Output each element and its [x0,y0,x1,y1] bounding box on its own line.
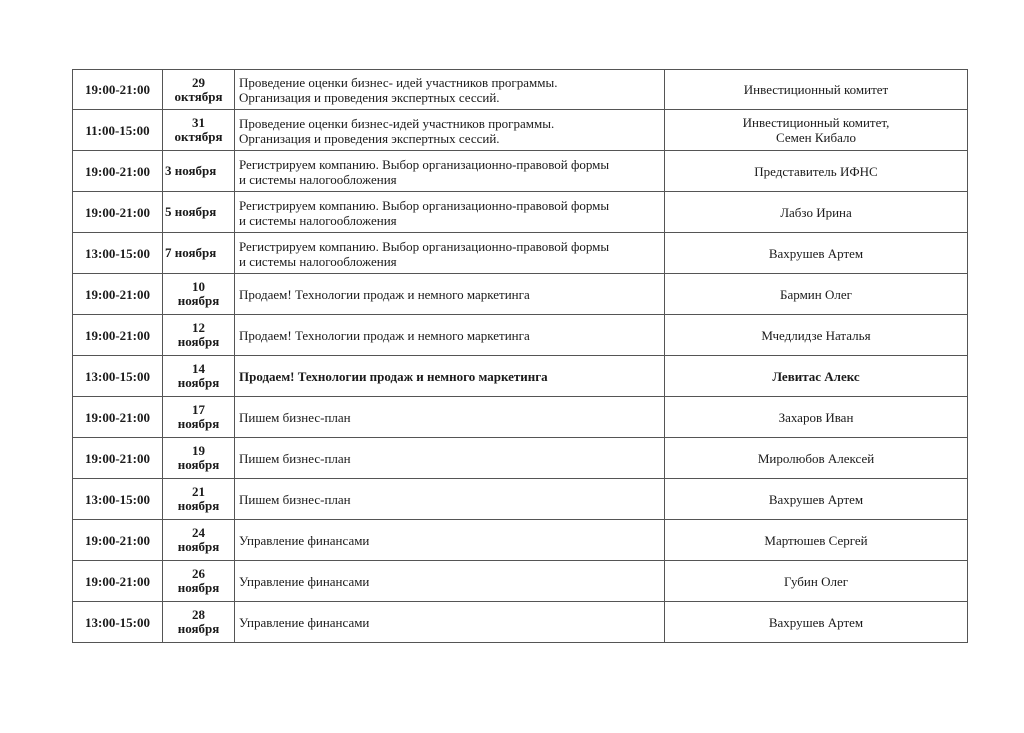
table-row [73,397,968,438]
session-speaker [665,233,968,274]
session-time: 19:00-21:00 [73,438,163,479]
session-speaker-line: Инвестиционный комитет [743,82,889,97]
session-date [163,561,235,602]
session-date [163,520,235,561]
session-topic-line: Пишем бизнес-план [239,451,351,466]
session-speaker-line: Миролюбов Алексей [757,450,875,466]
session-date-month: ноября [177,293,220,308]
session-speaker-line: Семен Кибало [776,130,856,145]
session-speaker [665,438,968,479]
session-topic-line: Управление финансами [239,574,370,589]
session-speaker-line: Вахрушев Артем [768,614,864,630]
session-topic-line: Регистрируем компанию. Выбор организационно-правовой формы [239,156,610,172]
session-topic [235,192,665,233]
session-speaker-line: Представитель ИФНС [754,163,878,179]
session-topic-line: Продаем! Технологии продаж и немного маркетинга [239,287,530,302]
session-topic [235,356,665,397]
table-row [73,356,968,397]
session-speaker [665,561,968,602]
session-topic [235,561,665,602]
session-date-month: ноября [177,334,220,349]
session-topic-line: Продаем! Технологии продаж и немного маркетинга [239,369,548,384]
session-date [163,397,235,438]
session-time: 19:00-21:00 [73,192,163,233]
session-speaker-line: Бармин Олег [780,286,852,302]
table-row [73,110,968,151]
table-row [73,70,968,110]
session-date [163,602,235,643]
session-topic [235,438,665,479]
session-date-day: 14 [192,361,205,376]
session-topic [235,479,665,520]
session-speaker-line: Инвестиционный комитет, [742,115,890,130]
session-topic-line: Организация и проведения экспертных сессий. [239,90,500,105]
session-date-day: 19 [192,443,205,458]
session-time: 13:00-15:00 [73,602,163,643]
session-speaker-line: Лабзо Ирина [780,204,852,220]
schedule-table [72,69,968,643]
session-date [163,479,235,520]
session-date [163,70,235,110]
session-topic [235,233,665,274]
session-speaker [665,356,968,397]
session-date [163,438,235,479]
session-topic [235,315,665,356]
session-topic-line: и системы налогообложения [239,171,397,187]
session-time: 13:00-15:00 [73,479,163,520]
session-date-month: ноября [177,416,220,431]
session-topic [235,151,665,192]
session-date-month: ноября [177,539,220,554]
session-time: 19:00-21:00 [73,520,163,561]
table-row [73,233,968,274]
session-topic [235,602,665,643]
session-topic [235,520,665,561]
session-time: 19:00-21:00 [73,397,163,438]
session-date-month: ноября [177,457,220,472]
session-date-month: октября [174,129,223,144]
session-date: 7 ноября [163,233,235,274]
session-speaker [665,315,968,356]
session-speaker [665,520,968,561]
table-row [73,602,968,643]
table-row [73,438,968,479]
session-topic-line: Организация и проведения экспертных сессий. [239,130,500,146]
table-row [73,520,968,561]
session-speaker [665,192,968,233]
session-topic-line: Проведение оценки бизнес- идей участников программы. [239,75,558,90]
table-row [73,274,968,315]
session-topic-line: Пишем бизнес-план [239,492,351,507]
session-date-month: ноября [177,375,220,390]
session-time: 19:00-21:00 [73,274,163,315]
session-speaker-line: Вахрушев Артем [768,245,864,261]
session-topic-line: Проведение оценки бизнес-идей участников программы. [239,115,555,131]
session-date: 3 ноября [163,151,235,192]
session-date-day: 24 [192,525,205,540]
session-time: 13:00-15:00 [73,233,163,274]
session-speaker-line: Мартюшев Сергей [764,532,868,548]
session-speaker [665,602,968,643]
session-date-day: 31 [192,115,205,130]
session-date-day: 12 [192,320,205,335]
session-topic [235,397,665,438]
session-topic-line: Пишем бизнес-план [239,410,351,425]
session-speaker [665,274,968,315]
session-topic [235,274,665,315]
session-topic-line: Управление финансами [239,533,370,548]
session-date: 5 ноября [163,192,235,233]
session-speaker [665,479,968,520]
session-time: 19:00-21:00 [73,70,163,110]
session-time: 19:00-21:00 [73,315,163,356]
session-speaker [665,397,968,438]
session-time: 13:00-15:00 [73,356,163,397]
session-topic-line: Управление финансами [239,615,370,630]
session-date-day: 26 [192,566,205,581]
session-topic-line: Регистрируем компанию. Выбор организационно-правовой формы [239,238,610,254]
session-speaker-line: Мчедлидзе Наталья [761,327,871,343]
session-time: 19:00-21:00 [73,151,163,192]
session-speaker [665,110,968,151]
session-topic-line: Продаем! Технологии продаж и немного маркетинга [239,328,530,343]
session-date [163,110,235,151]
session-date-month: октября [174,88,223,104]
table-row [73,315,968,356]
session-date-day: 21 [192,484,205,499]
session-date-month: ноября [177,621,220,636]
table-row [73,192,968,233]
session-time: 11:00-15:00 [73,110,163,151]
schedule-body [73,70,968,643]
session-topic-line: и системы налогообложения [239,253,397,269]
session-topic [235,110,665,151]
session-speaker-line: Вахрушев Артем [768,491,864,507]
table-row [73,561,968,602]
session-date [163,274,235,315]
session-speaker [665,70,968,110]
session-date-day: 10 [192,279,205,294]
table-row [73,479,968,520]
session-date [163,315,235,356]
session-topic [235,70,665,110]
session-topic-line: Регистрируем компанию. Выбор организационно-правовой формы [239,197,610,213]
session-date-day: 28 [192,607,205,622]
session-speaker [665,151,968,192]
table-row [73,151,968,192]
session-speaker-line: Левитас Алекс [772,368,860,384]
session-date-month: ноября [177,580,220,595]
session-date [163,356,235,397]
session-date-day: 29 [192,74,205,90]
session-date-day: 17 [192,402,205,417]
session-topic-line: и системы налогообложения [239,212,397,228]
session-date-month: ноября [177,498,220,513]
session-speaker-line: Захаров Иван [778,409,854,425]
session-time: 19:00-21:00 [73,561,163,602]
session-speaker-line: Губин Олег [783,573,849,589]
